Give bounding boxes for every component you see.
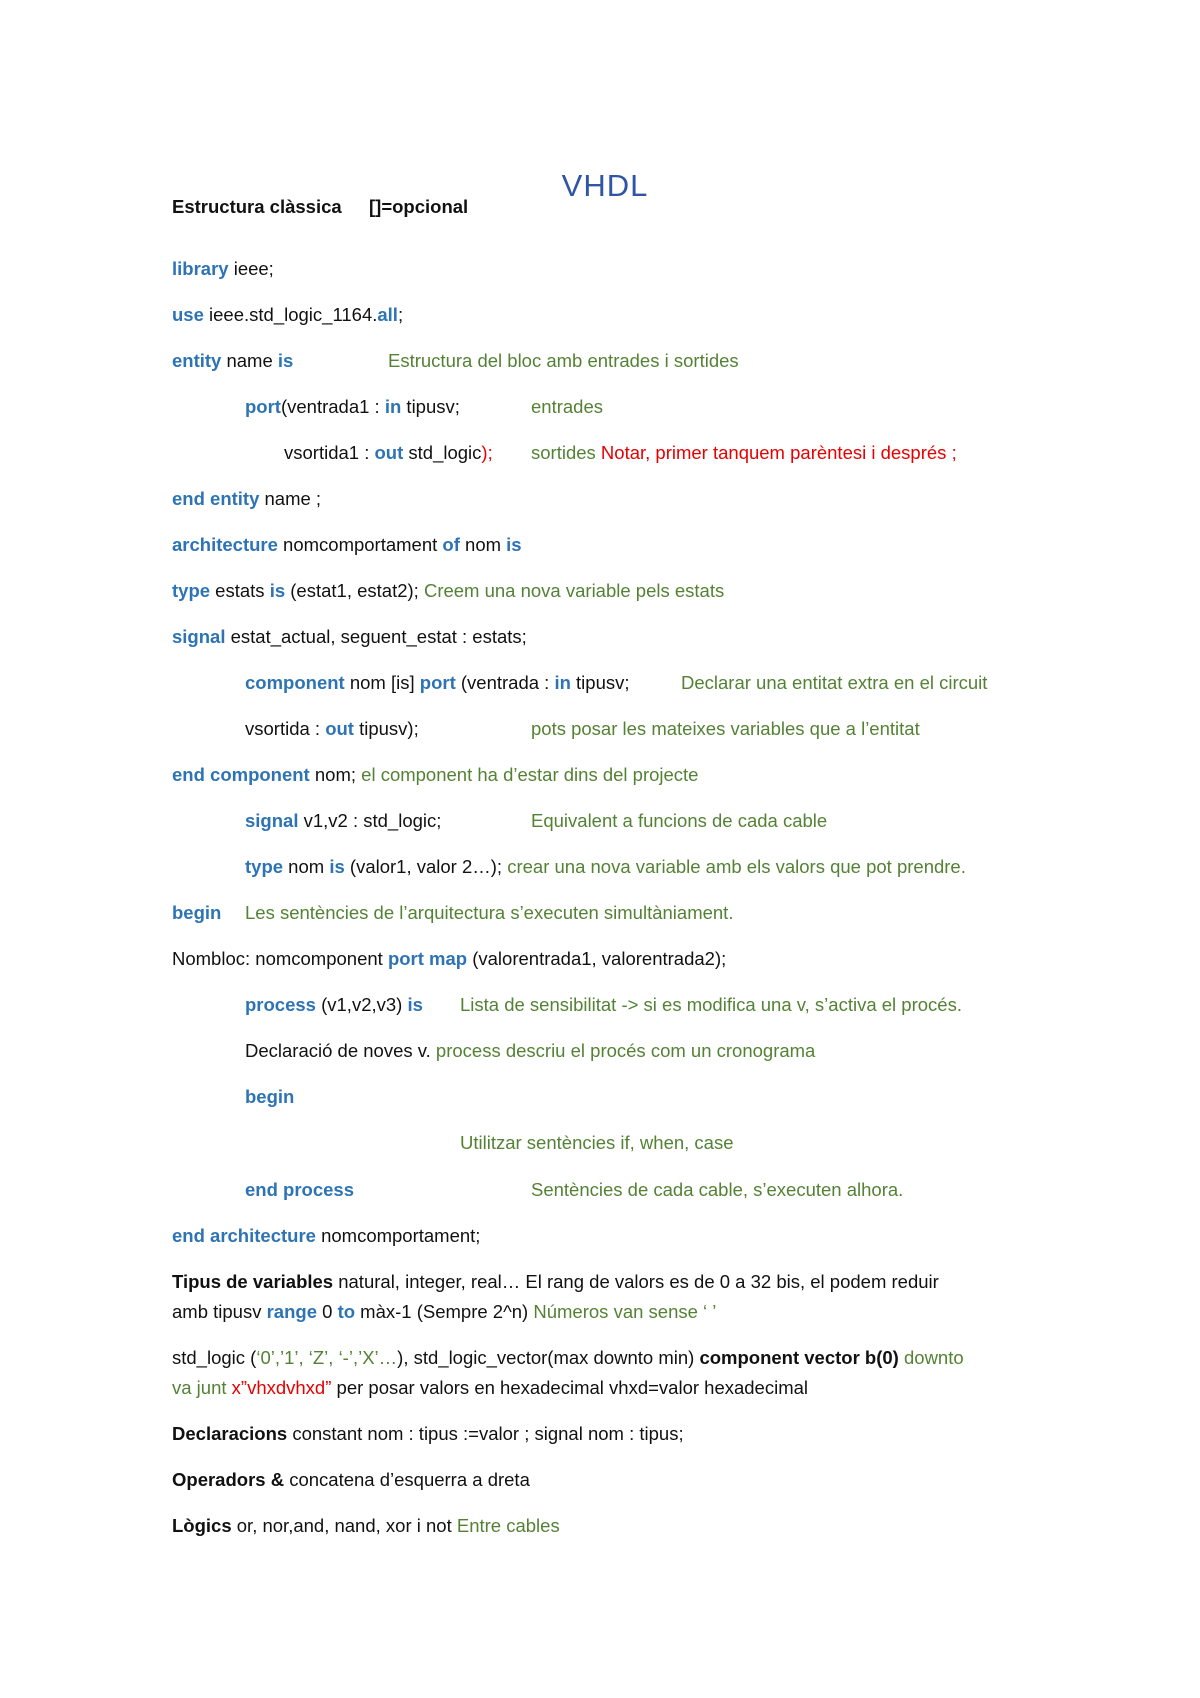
keyword: all xyxy=(377,304,398,325)
bold-label: Tipus de variables xyxy=(172,1271,334,1292)
keyword: in xyxy=(384,396,402,417)
code-text: tipusv); xyxy=(353,718,419,739)
comment: ‘0’,’1’, ‘Z’, ‘-’,’X’… xyxy=(256,1347,398,1368)
line-signal-estats xyxy=(172,625,527,649)
line-logics xyxy=(172,1514,560,1538)
keyword: begin xyxy=(245,1086,295,1107)
keyword: out xyxy=(325,718,354,739)
line-end-process xyxy=(245,1178,903,1202)
line-port-map xyxy=(172,947,726,971)
comment: Les sentències de l’arquitectura s’executen simultàniament. xyxy=(245,902,734,923)
keyword: is xyxy=(329,856,345,877)
code-text: ieee; xyxy=(228,258,274,279)
keyword: is xyxy=(506,534,522,555)
code-text: (valorentrada1, valorentrada2); xyxy=(467,948,727,969)
comment: Estructura del bloc amb entrades i sortides xyxy=(388,350,739,371)
code-text: nom xyxy=(283,856,330,877)
line-structure-heading xyxy=(172,195,468,219)
body-text: 0 xyxy=(317,1301,338,1322)
code-text: (ventrada : xyxy=(455,672,555,693)
line-declaracions xyxy=(172,1422,684,1446)
code-text: name xyxy=(221,350,278,371)
keyword: range xyxy=(266,1301,317,1322)
comment: va junt xyxy=(172,1377,232,1398)
line-entity xyxy=(172,349,739,373)
line-port-out xyxy=(284,441,957,465)
comment: sortides xyxy=(531,442,596,463)
keyword: process xyxy=(245,994,316,1015)
comment: Utilitzar sentències if, when, case xyxy=(460,1132,734,1153)
heading-text: Estructura clàssica xyxy=(172,196,342,217)
code-text: ieee.std_logic_1164. xyxy=(203,304,378,325)
keyword: end process xyxy=(245,1179,354,1200)
bold-label: component vector b(0) xyxy=(699,1347,899,1368)
comment: Declarar una entitat extra en el circuit xyxy=(681,672,988,693)
comment: Sentències de cada cable, s’executen alhora. xyxy=(531,1179,904,1200)
code-text: vsortida : xyxy=(245,718,326,739)
keyword: is xyxy=(277,350,294,371)
body-text: natural, integer, real… El rang de valors es de 0 a 32 bis, el podem reduir xyxy=(333,1271,939,1292)
comment: Números van sense ‘ ’ xyxy=(533,1301,717,1322)
code-text: (ventrada1 : xyxy=(280,396,385,417)
keyword: signal xyxy=(172,626,226,647)
comment: Lista de sensibilitat -> si es modifica una v, s’activa el procés. xyxy=(460,994,962,1015)
line-std-logic xyxy=(172,1346,964,1370)
code-text: name ; xyxy=(259,488,322,509)
line-end-entity xyxy=(172,487,321,511)
keyword: end architecture xyxy=(172,1225,316,1246)
line-use xyxy=(172,303,403,327)
comment: pots posar les mateixes variables que a l’entitat xyxy=(531,718,920,739)
body-text: amb tipusv xyxy=(172,1301,267,1322)
keyword: port xyxy=(419,672,456,693)
line-architecture xyxy=(172,533,522,557)
code-text: ; xyxy=(397,304,404,325)
code-text: estat_actual, seguent_estat : estats; xyxy=(225,626,527,647)
code-text: nom; xyxy=(309,764,362,785)
code-text: vsortida1 : xyxy=(284,442,375,463)
keyword: out xyxy=(374,442,404,463)
code-text: tipusv; xyxy=(570,672,630,693)
code-text: nom [is] xyxy=(344,672,420,693)
comment: downto xyxy=(898,1347,964,1368)
keyword: type xyxy=(245,856,284,877)
keyword: to xyxy=(337,1301,356,1322)
line-sentencies xyxy=(460,1131,734,1155)
line-operadors xyxy=(172,1468,530,1492)
code-text: (v1,v2,v3) xyxy=(315,994,408,1015)
line-component xyxy=(245,671,987,695)
line-tipus-variables xyxy=(172,1270,939,1294)
keyword: begin xyxy=(172,902,222,923)
line-end-architecture xyxy=(172,1224,480,1248)
optional-note: []=opcional xyxy=(369,196,469,217)
keyword: is xyxy=(407,994,423,1015)
comment: el component ha d’estar dins del projecte xyxy=(361,764,699,785)
code-text: nomcomportament; xyxy=(315,1225,481,1246)
keyword: in xyxy=(554,672,571,693)
bold-label: Declaracions xyxy=(172,1423,288,1444)
comment: Creem una nova variable pels estats xyxy=(423,580,725,601)
code-text: tipusv; xyxy=(401,396,460,417)
line-end-component xyxy=(172,763,698,787)
line-type-estats xyxy=(172,579,724,603)
closing-paren: ); xyxy=(481,442,493,463)
line-signal-v xyxy=(245,809,827,833)
body-text: per posar valors en hexadecimal vhxd=valor hexadecimal xyxy=(331,1377,809,1398)
keyword: of xyxy=(442,534,460,555)
body-text: ), std_logic_vector(max downto min) xyxy=(397,1347,700,1368)
keyword: is xyxy=(269,580,286,601)
line-declaracio xyxy=(245,1039,815,1063)
line-begin xyxy=(172,901,733,925)
bold-label: Lògics xyxy=(172,1515,232,1536)
body-text: concatena d’esquerra a dreta xyxy=(284,1469,530,1490)
line-component-out xyxy=(245,717,920,741)
page-title: VHDL xyxy=(561,168,649,203)
comment: entrades xyxy=(531,396,603,417)
line-library xyxy=(172,257,274,281)
line-type-nom xyxy=(245,855,966,879)
code-text: (valor1, valor 2…); xyxy=(344,856,508,877)
body-text: màx-1 (Sempre 2^n) xyxy=(355,1301,534,1322)
red-literal: x”vhxdvhxd” xyxy=(231,1377,332,1398)
code-text: estats xyxy=(210,580,270,601)
line-hexadecimal xyxy=(172,1376,808,1400)
comment: Entre cables xyxy=(456,1515,560,1536)
keyword: signal xyxy=(245,810,299,831)
body-text: constant nom : tipus :=valor ; signal nom : tipus; xyxy=(287,1423,684,1444)
keyword: use xyxy=(172,304,204,325)
line-process-begin xyxy=(245,1085,294,1109)
body-text: or, nor,and, nand, xor i not xyxy=(231,1515,457,1536)
line-range xyxy=(172,1300,716,1324)
code-text: nomcomportament xyxy=(277,534,443,555)
keyword: component xyxy=(245,672,345,693)
code-text: nom xyxy=(459,534,507,555)
keyword: end entity xyxy=(172,488,260,509)
keyword: port xyxy=(245,396,281,417)
keyword: library xyxy=(172,258,229,279)
comment: process descriu el procés com un cronograma xyxy=(435,1040,816,1061)
code-text: (estat1, estat2); xyxy=(285,580,424,601)
keyword: port map xyxy=(387,948,468,969)
line-process xyxy=(245,993,962,1017)
keyword: type xyxy=(172,580,211,601)
line-port xyxy=(245,395,603,419)
code-text: Nombloc: nomcomponent xyxy=(172,948,388,969)
code-text: std_logic xyxy=(403,442,482,463)
body-text: std_logic ( xyxy=(172,1347,257,1368)
code-text: Declaració de noves v. xyxy=(245,1040,436,1061)
comment: crear una nova variable amb els valors que pot prendre. xyxy=(507,856,966,877)
keyword: end component xyxy=(172,764,310,785)
keyword: entity xyxy=(172,350,222,371)
bold-label: Operadors & xyxy=(172,1469,285,1490)
red-note: Notar, primer tanquem parèntesi i després ; xyxy=(595,442,957,463)
code-text: v1,v2 : std_logic; xyxy=(298,810,442,831)
comment: Equivalent a funcions de cada cable xyxy=(531,810,828,831)
keyword: architecture xyxy=(172,534,278,555)
